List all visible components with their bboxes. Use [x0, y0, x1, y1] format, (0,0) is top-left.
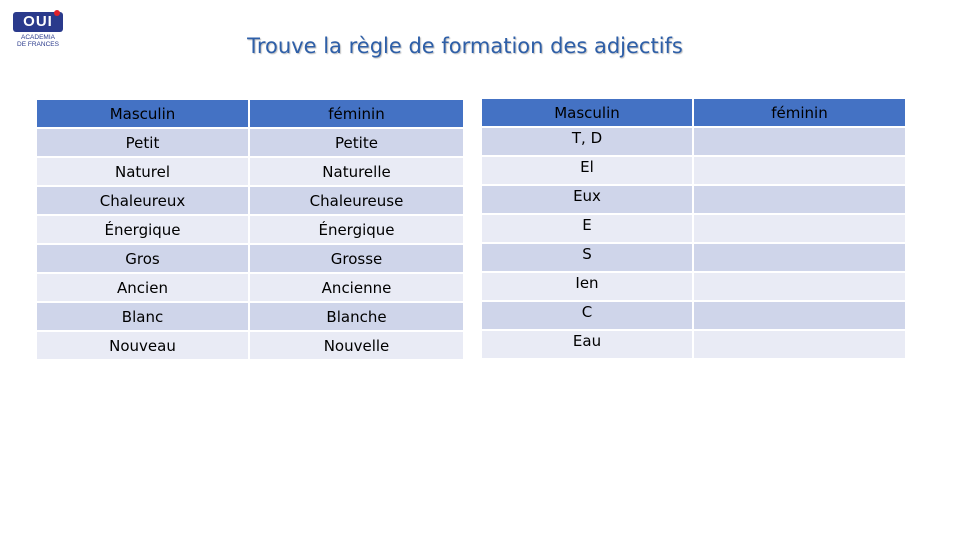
masculin-cell: Nouveau [37, 332, 250, 361]
table-row [482, 244, 907, 273]
header-masculin: Masculin [37, 100, 250, 129]
feminin-cell: Petite [250, 129, 465, 158]
answer-cell[interactable] [694, 128, 907, 157]
ending-cell: C [482, 302, 694, 331]
answer-cell[interactable] [694, 273, 907, 302]
header-feminin: féminin [250, 100, 465, 129]
table-row [482, 215, 907, 244]
answer-cell[interactable] [694, 331, 907, 360]
table-row [482, 128, 907, 157]
table-row [37, 332, 465, 361]
table-row [37, 245, 465, 274]
feminin-cell: Ancienne [250, 274, 465, 303]
table-row [482, 186, 907, 215]
table-row [482, 273, 907, 302]
answer-cell[interactable] [694, 186, 907, 215]
feminin-cell: Blanche [250, 303, 465, 332]
masculin-cell: Ancien [37, 274, 250, 303]
page-title-text: Trouve la règle de formation des adjectifs [247, 34, 683, 58]
feminin-cell: Nouvelle [250, 332, 465, 361]
ending-cell: T, D [482, 128, 694, 157]
answer-cell[interactable] [694, 302, 907, 331]
masculin-cell: Petit [37, 129, 250, 158]
examples-table [37, 100, 465, 361]
answer-cell[interactable] [694, 215, 907, 244]
ending-cell: S [482, 244, 694, 273]
table-row [37, 129, 465, 158]
feminin-cell: Naturelle [250, 158, 465, 187]
table-row [482, 331, 907, 360]
logo-dot-icon [54, 10, 60, 16]
logo-line-1: ACADEMIA [21, 34, 55, 41]
masculin-cell: Gros [37, 245, 250, 274]
answer-cell[interactable] [694, 244, 907, 273]
ending-cell: Eux [482, 186, 694, 215]
masculin-cell: Blanc [37, 303, 250, 332]
feminin-cell: Chaleureuse [250, 187, 465, 216]
feminin-cell: Grosse [250, 245, 465, 274]
masculin-cell: Énergique [37, 216, 250, 245]
ending-cell: El [482, 157, 694, 186]
masculin-cell: Chaleureux [37, 187, 250, 216]
table-row [37, 274, 465, 303]
logo-line-2: DE FRANCES [17, 41, 59, 48]
logo-badge: OUI [13, 12, 63, 32]
header-feminin: féminin [694, 99, 907, 128]
table-row [37, 158, 465, 187]
table-row [37, 216, 465, 245]
answer-cell[interactable] [694, 157, 907, 186]
ending-cell: Eau [482, 331, 694, 360]
feminin-cell: Énergique [250, 216, 465, 245]
masculin-cell: Naturel [37, 158, 250, 187]
ending-cell: Ien [482, 273, 694, 302]
ending-cell: E [482, 215, 694, 244]
table-row [482, 302, 907, 331]
rules-table [482, 99, 907, 360]
table-row [37, 187, 465, 216]
page-title [0, 34, 930, 58]
header-masculin: Masculin [482, 99, 694, 128]
table-row [482, 157, 907, 186]
table-row [37, 303, 465, 332]
